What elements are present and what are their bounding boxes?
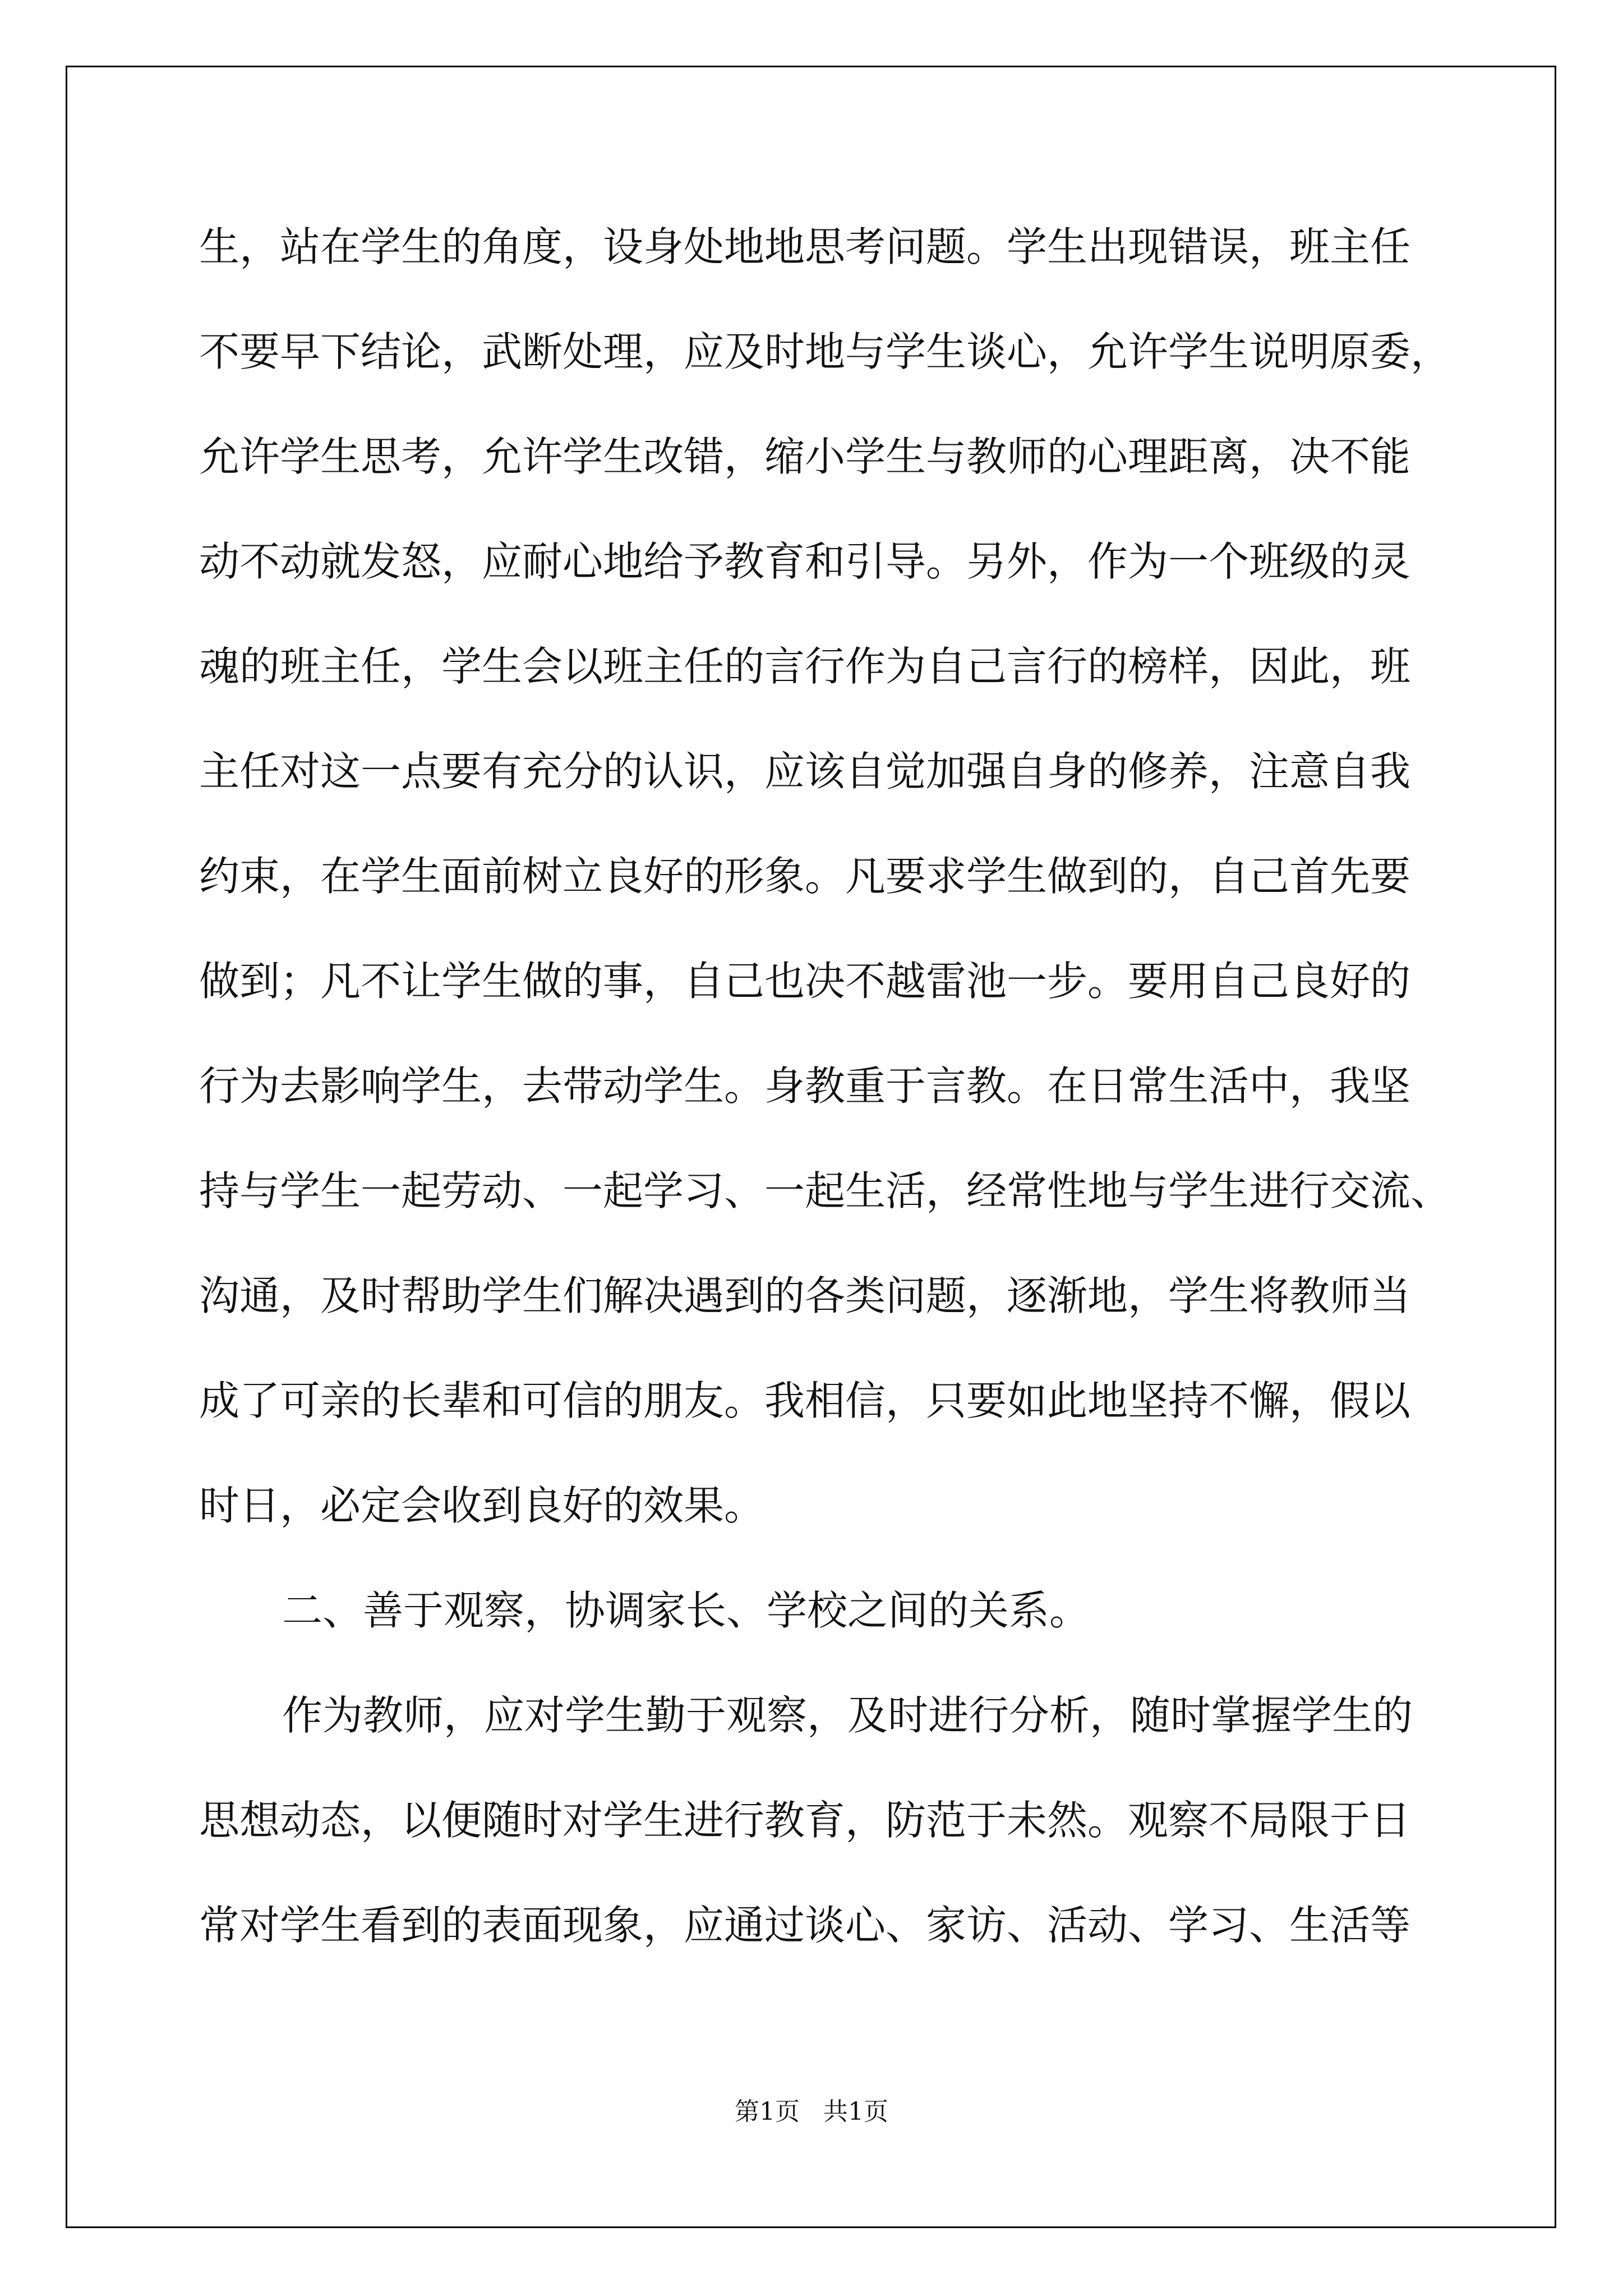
text-line: 沟通，及时帮助学生们解决遇到的各类问题，逐渐地，学生将教师当 bbox=[199, 1272, 1411, 1319]
text-line: 持与学生一起劳动、一起学习、一起生活，经常性地与学生进行交流、 bbox=[199, 1167, 1451, 1214]
page-footer: 第1页 共1页 bbox=[735, 2097, 888, 2126]
text-line: 生，站在学生的角度，设身处地地思考问题。学生出现错误，班主任 bbox=[199, 223, 1411, 270]
text-line: 成了可亲的长辈和可信的朋友。我相信，只要如此地坚持不懈，假以 bbox=[199, 1377, 1411, 1424]
text-line: 魂的班主任，学生会以班主任的言行作为自己言行的榜样，因此，班 bbox=[199, 643, 1411, 690]
text-line: 不要早下结论，武断处理，应及时地与学生谈心，允许学生说明原委， bbox=[199, 328, 1451, 375]
text-line: 主任对这一点要有充分的认识，应该自觉加强自身的修养，注意自我 bbox=[199, 748, 1411, 795]
text-line: 行为去影响学生，去带动学生。身教重于言教。在日常生活中，我坚 bbox=[199, 1062, 1411, 1110]
text-line: 作为教师，应对学生勤于观察，及时进行分析，随时掌握学生的 bbox=[282, 1692, 1413, 1739]
text-line: 时日，必定会收到良好的效果。 bbox=[199, 1482, 765, 1529]
text-line: 常对学生看到的表面现象，应通过谈心、家访、活动、学习、生活等 bbox=[199, 1902, 1411, 1949]
text-line: 动不动就发怒，应耐心地给予教育和引导。另外，作为一个班级的灵 bbox=[199, 538, 1411, 585]
text-line: 思想动态，以便随时对学生进行教育，防范于未然。观察不局限于日 bbox=[199, 1797, 1411, 1844]
text-line: 允许学生思考，允许学生改错，缩小学生与教师的心理距离，决不能 bbox=[199, 433, 1411, 480]
text-line: 约束，在学生面前树立良好的形象。凡要求学生做到的，自己首先要 bbox=[199, 853, 1411, 900]
section-heading: 二、善于观察，协调家长、学校之间的关系。 bbox=[282, 1587, 1090, 1634]
text-line: 做到；凡不让学生做的事，自己也决不越雷池一步。要用自己良好的 bbox=[199, 958, 1411, 1005]
